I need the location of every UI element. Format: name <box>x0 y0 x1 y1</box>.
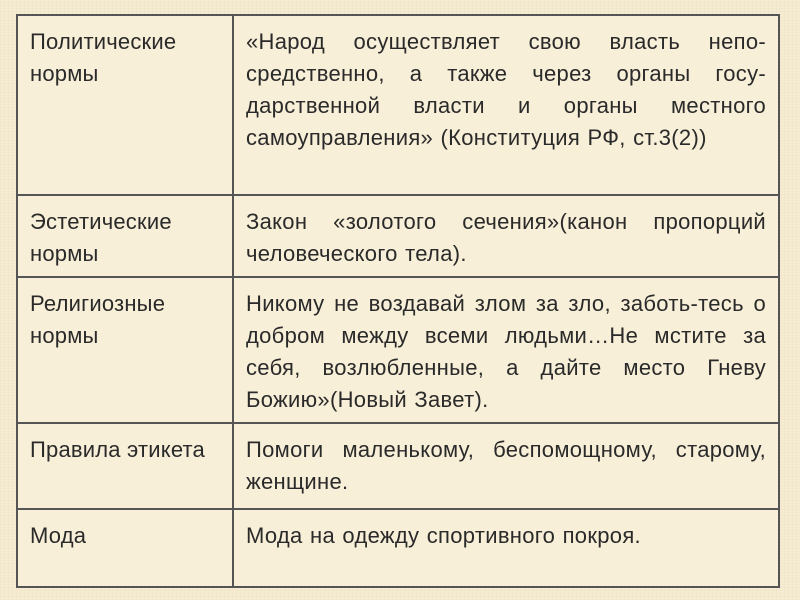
table-row <box>17 277 779 423</box>
norm-name-cell: Религиозные нормы <box>17 277 233 423</box>
norm-example-cell: Закон «золотого сечения»(канон пропорций человеческого тела). <box>233 195 779 277</box>
norm-example-cell: «Народ осуществляет свою власть непо-средственно, а также через органы госу-дарственной власти и органы местного самоуправления» (Конституция РФ, ст.3(2)) <box>233 15 779 195</box>
norms-table <box>16 14 780 588</box>
norm-name-cell: Эстетические нормы <box>17 195 233 277</box>
table-row <box>17 195 779 277</box>
norm-example-cell: Мода на одежду спортивного покроя. <box>233 509 779 587</box>
norm-name-cell: Правила этикета <box>17 423 233 509</box>
table-row <box>17 15 779 195</box>
norm-name-cell: Политические нормы <box>17 15 233 195</box>
norm-example-cell: Никому не воздавай злом за зло, заботь-тесь о добром между всеми людьми…Не мстите за себя, возлюбленные, а дайте место Гневу Божию»(Новый Завет). <box>233 277 779 423</box>
norm-name-cell: Мода <box>17 509 233 587</box>
table-row <box>17 423 779 509</box>
table-row <box>17 509 779 587</box>
norm-example-cell: Помоги маленькому, беспомощному, старому, женщине. <box>233 423 779 509</box>
